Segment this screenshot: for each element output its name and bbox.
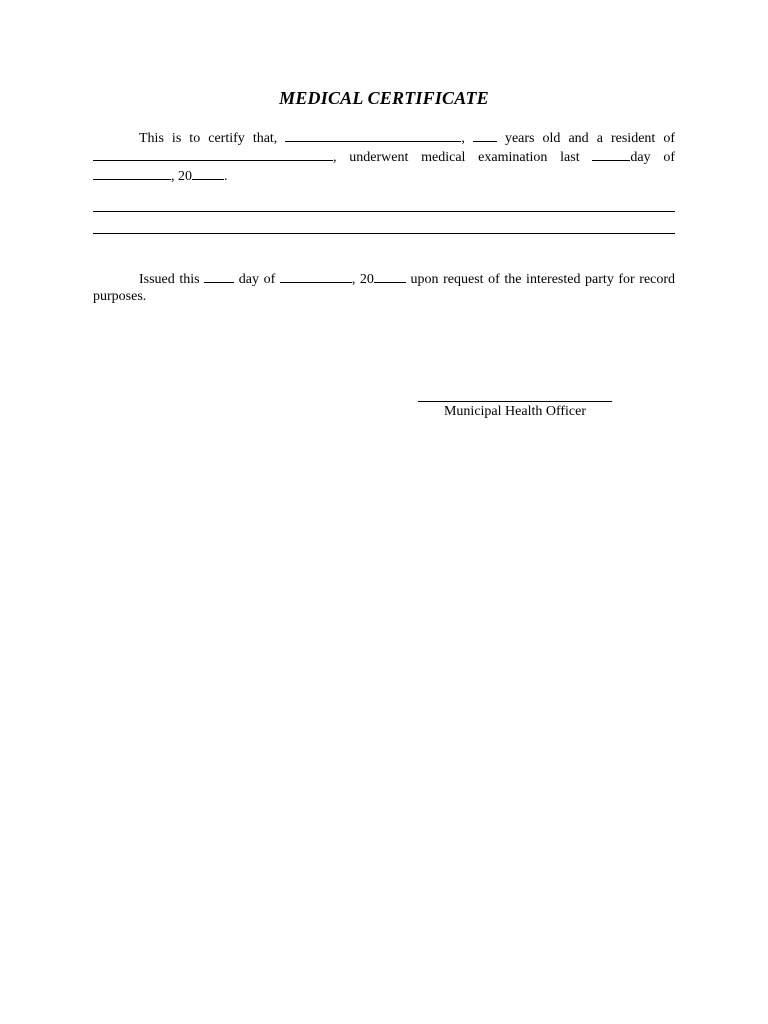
findings-line-1[interactable] [93,211,675,212]
issue-year-blank[interactable] [374,269,406,283]
comma-text: , [461,131,465,146]
certify-text: This is to certify that, [139,131,278,146]
issue-year-prefix-text: , 20 [351,272,374,287]
exam-year-blank[interactable] [192,166,224,180]
signatory-title: Municipal Health Officer [443,404,587,419]
findings-line-2[interactable] [93,233,675,234]
document-title: MEDICAL CERTIFICATE [279,88,489,108]
issue-day-of-text: day of [238,272,276,287]
issue-day-blank[interactable] [204,269,234,283]
purpose-text: upon request of the interested party for record purposes. [93,272,676,304]
exam-day-blank[interactable] [592,147,630,161]
period-text: . [224,169,228,184]
residence-blank[interactable] [93,147,333,161]
name-blank[interactable] [285,128,461,142]
examination-text: , underwent medical examination last [333,150,580,165]
age-resident-text: years old and a resident of [504,131,675,146]
age-blank[interactable] [473,128,497,142]
day-of-text: day of [630,150,675,165]
year-prefix-text: , 20 [171,169,192,184]
exam-month-blank[interactable] [93,166,171,180]
issue-month-blank[interactable] [280,269,352,283]
certification-paragraph [93,128,675,185]
signature-line[interactable] [418,401,612,402]
issuance-paragraph [93,269,675,305]
issued-this-text: Issued this [139,272,200,287]
